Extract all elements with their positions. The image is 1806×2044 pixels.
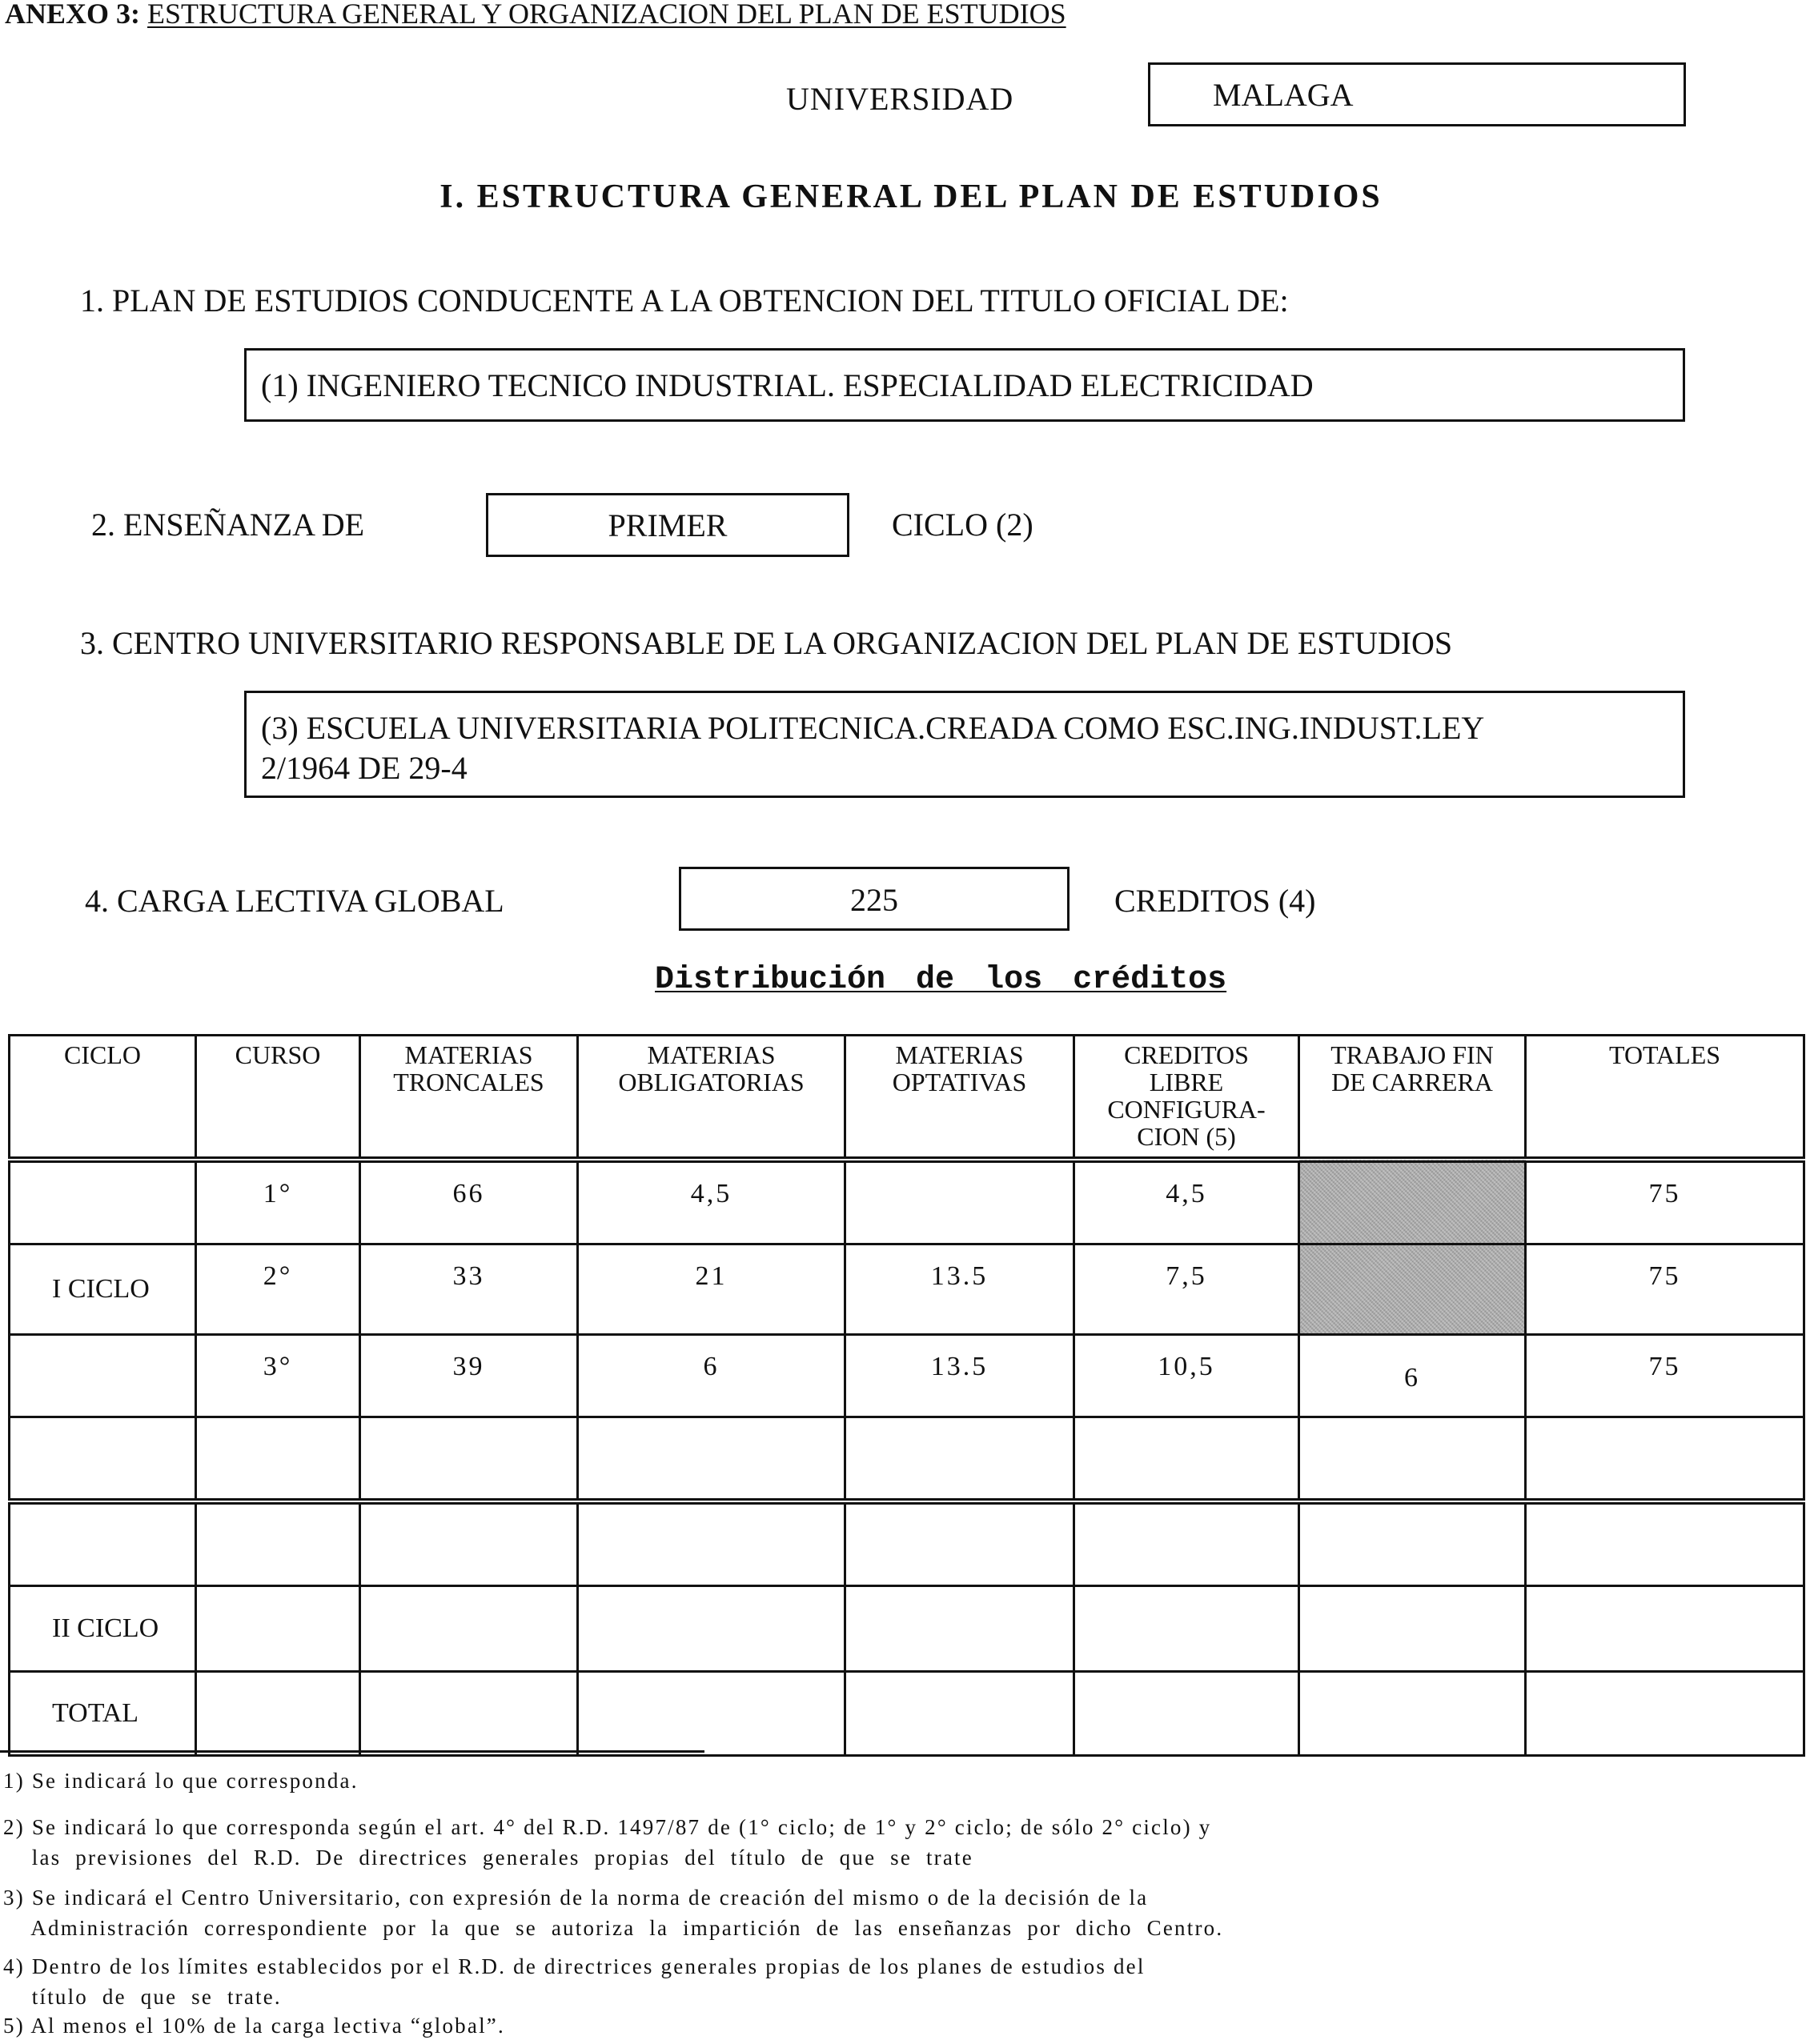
item2-label: 2. ENSEÑANZA DE (91, 507, 365, 543)
cell-obligatorias: 4,5 (578, 1160, 845, 1244)
cell-total-label: TOTAL (10, 1672, 196, 1756)
footnote-5: 5) Al menos el 10% de la carga lectiva “global”. (3, 2014, 505, 2038)
cell-optativas: 13.5 (845, 1244, 1074, 1335)
cell-totales: 75 (1526, 1244, 1804, 1335)
table-row (10, 1160, 1804, 1244)
annex-heading: ANEXO 3: ESTRUCTURA GENERAL Y ORGANIZACION DEL PLAN DE ESTUDIOS (5, 0, 1066, 30)
header-libre-configuracion: CREDITOS LIBRE CONFIGURA- CION (5) (1074, 1036, 1299, 1160)
item2-suffix: CICLO (2) (892, 507, 1033, 543)
cell-optativas: 13.5 (845, 1335, 1074, 1417)
table-row-ii-ciclo (10, 1586, 1804, 1672)
cell-curso: 1° (196, 1160, 360, 1244)
footnote-3: 3) Se indicará el Centro Universitario, con expresión de la norma de creación del mismo o de la decisión de la Administración correspondiente por la que se autoriza la impartición de las enseñanzas por dicho Centro. (3, 1886, 1224, 1940)
cell-totales: 75 (1526, 1160, 1804, 1244)
item4-label: 4. CARGA LECTIVA GLOBAL (85, 883, 504, 919)
item1-label: 1. PLAN DE ESTUDIOS CONDUCENTE A LA OBTENCION DEL TITULO OFICIAL DE: (80, 283, 1289, 319)
cell-libre: 7,5 (1074, 1244, 1299, 1335)
header-totales: TOTALES (1526, 1036, 1804, 1160)
degree-title-field (244, 348, 1685, 422)
cell-curso: 2° (196, 1244, 360, 1335)
distribution-title: Distribución de los créditos (655, 962, 1227, 998)
credits-table (8, 1034, 1805, 1757)
section-title: I. ESTRUCTURA GENERAL DEL PLAN DE ESTUDIOS (439, 178, 1383, 215)
cell-ciclo (10, 1160, 196, 1244)
footnote-1: 1) Se indicará lo que corresponda. (3, 1769, 359, 1793)
annex-label: ANEXO 3 (5, 0, 131, 30)
credit-load-value: 225 (850, 882, 898, 918)
header-obligatorias: MATERIAS OBLIGATORIAS (578, 1036, 845, 1160)
item3-label: 3. CENTRO UNIVERSITARIO RESPONSABLE DE LA ORGANIZACION DEL PLAN DE ESTUDIOS (80, 625, 1453, 661)
cell-trabajo-shaded (1299, 1160, 1526, 1244)
cycle-field (486, 493, 849, 557)
table-row-total (10, 1672, 1804, 1756)
cell-obligatorias: 21 (578, 1244, 845, 1335)
credit-load-field (679, 867, 1070, 931)
cell-troncales: 33 (360, 1244, 578, 1335)
cell-totales: 75 (1526, 1335, 1804, 1417)
centre-value-line1: (3) ESCUELA UNIVERSITARIA POLITECNICA.CREADA COMO ESC.ING.INDUST.LEY (261, 710, 1485, 746)
annex-title: ESTRUCTURA GENERAL Y ORGANIZACION DEL PLAN DE ESTUDIOS (147, 0, 1066, 30)
footnote-2: 2) Se indicará lo que corresponda según el art. 4° del R.D. 1497/87 de (1° ciclo; de 1° y 2° ciclo; de sólo 2° ciclo) y las previsiones del R.D. De directrices generales propias del título de que se trate (3, 1815, 1212, 1870)
table-row (10, 1335, 1804, 1417)
cell-obligatorias: 6 (578, 1335, 845, 1417)
header-optativas: MATERIAS OPTATIVAS (845, 1036, 1074, 1160)
cell-libre: 10,5 (1074, 1335, 1299, 1417)
degree-title-value: (1) INGENIERO TECNICO INDUSTRIAL. ESPECIALIDAD ELECTRICIDAD (261, 367, 1314, 403)
footnote-4: 4) Dentro de los límites establecidos por el R.D. de directrices generales propias de los planes de estudios del título de que se trate. (3, 1954, 1146, 2009)
cell-ciclo (10, 1335, 196, 1417)
footnote-rule (0, 1750, 704, 1753)
cell-trabajo-shaded (1299, 1244, 1526, 1335)
cell-optativas (845, 1160, 1074, 1244)
university-value: MALAGA (1213, 77, 1354, 113)
cell-libre: 4,5 (1074, 1160, 1299, 1244)
cell-ciclo: II CICLO (10, 1586, 196, 1672)
header-trabajo-fin-carrera: TRABAJO FIN DE CARRERA (1299, 1036, 1526, 1160)
cell-troncales: 39 (360, 1335, 578, 1417)
cell-trabajo: 6 (1299, 1335, 1526, 1417)
table-header-row (10, 1036, 1804, 1160)
table-row-empty (10, 1417, 1804, 1502)
table-row-empty (10, 1501, 1804, 1586)
item4-suffix: CREDITOS (4) (1114, 883, 1316, 919)
table-row (10, 1244, 1804, 1335)
cycle-value: PRIMER (608, 507, 728, 543)
centre-value-line2: 2/1964 DE 29-4 (261, 750, 468, 786)
university-label: UNIVERSIDAD (786, 81, 1014, 117)
cell-troncales: 66 (360, 1160, 578, 1244)
cell-curso: 3° (196, 1335, 360, 1417)
header-curso: CURSO (196, 1036, 360, 1160)
cell-ciclo: I CICLO (10, 1244, 196, 1335)
header-ciclo: CICLO (10, 1036, 196, 1160)
centre-field (244, 691, 1685, 798)
header-troncales: MATERIAS TRONCALES (360, 1036, 578, 1160)
university-field (1148, 62, 1686, 126)
